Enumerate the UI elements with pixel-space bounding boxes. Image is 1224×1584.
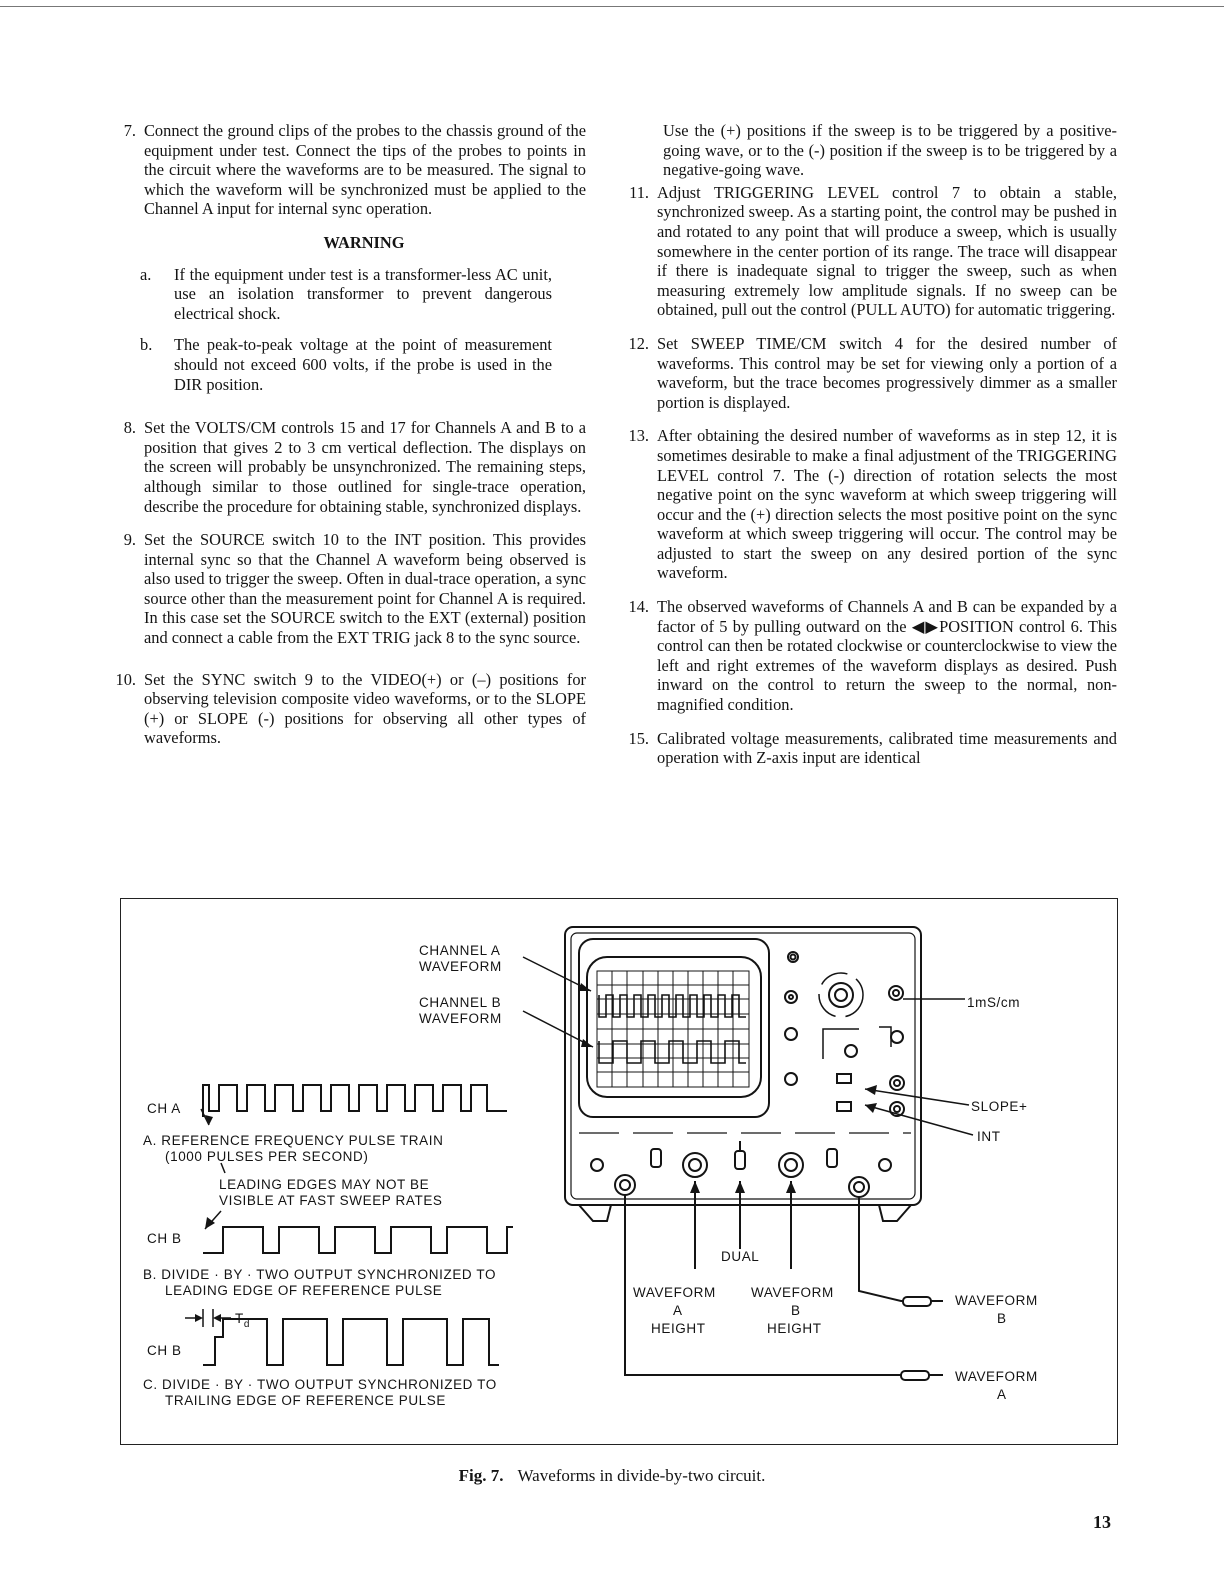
label-td: $T_d$ (235, 1311, 251, 1330)
label-waveform-b-input-1: WAVEFORM (955, 1293, 1038, 1308)
label-ch-b-2: CH B (147, 1343, 182, 1358)
caption-c-line1: C. DIVIDE · BY · TWO OUTPUT SYNCHRONIZED TO (143, 1377, 497, 1392)
waveform-ch-a (203, 1085, 507, 1117)
label-slope: SLOPE+ (971, 1099, 1028, 1114)
graticule (597, 971, 749, 1087)
step-text: Set the SOURCE switch 10 to the INT position. This provides internal sync so that the Channel A waveform being observed is also used to trigger the sweep. Often in dual-trace operation, a sync source other than the measurement point for Channel A is required. In this case set the SOURCE switch to the EXT (external) position and connect a cable from the EXT TRIG jack 8 to the sync source. (144, 530, 586, 648)
step-13 (625, 426, 1117, 583)
caption-a-line1: A. REFERENCE FREQUENCY PULSE TRAIN (143, 1133, 444, 1148)
warning-text: If the equipment under test is a transformer-less AC unit, use an isolation transformer to prevent dangerous electrical shock. (174, 264, 552, 323)
step-number: 9. (123, 530, 136, 550)
step-9 (112, 530, 586, 648)
page-number: 13 (1093, 1512, 1111, 1532)
label-ch-a: CH A (147, 1101, 181, 1116)
step-14 (625, 597, 1117, 715)
caption-b-line1: B. DIVIDE · BY · TWO OUTPUT SYNCHRONIZED TO (143, 1267, 497, 1282)
label-waveform-b-height-3: HEIGHT (767, 1321, 822, 1336)
figure-drawing (121, 899, 1119, 1446)
figure-7 (120, 898, 1118, 1445)
figure-number: Fig. 7. (458, 1466, 504, 1485)
warning-letter: b. (140, 335, 153, 355)
label-waveform-b-height-2: B (791, 1303, 801, 1318)
label-waveform-a-height-1: WAVEFORM (633, 1285, 716, 1300)
step-10 (112, 670, 586, 748)
label-waveform-a-height-3: HEIGHT (651, 1321, 706, 1336)
top-rule (0, 6, 1224, 7)
caption-a-line2: (1000 PULSES PER SECOND) (165, 1149, 369, 1164)
label-waveform-a-input-2: A (997, 1387, 1007, 1402)
step-number: 7. (123, 121, 136, 140)
step-11 (625, 183, 1117, 320)
label-sweep-setting: 1mS/cm (967, 995, 1021, 1010)
label-channel-a-waveform: WAVEFORM (419, 959, 502, 974)
note-line2: VISIBLE AT FAST SWEEP RATES (219, 1193, 443, 1208)
waveform-ch-b-leading (203, 1227, 513, 1253)
step-text: Adjust TRIGGERING LEVEL control 7 to obtain a stable, synchronized sweep. As a starting point, the control may be pushed in and rotated to any point that will produce a sweep, which is usually somewhere in the center portion of its range. The trace will disappear if there is inadequate signal to trigger the sweep, such as when measuring extremely low amplitude signals. If no sweep can be obtained, pull out the control (PULL AUTO) for automatic triggering. (657, 182, 1117, 320)
step-number: 14. (628, 597, 649, 617)
label-channel-b-waveform: WAVEFORM (419, 1011, 502, 1026)
step-number: 8. (123, 418, 136, 438)
step-10-continued: Use the (+) positions if the sweep is to be triggered by a positive-going wave, or to the (-) position if the sweep is to be triggered by a negative-going wave. (663, 121, 1117, 180)
label-dual: DUAL (721, 1249, 760, 1264)
warning-item-a (112, 265, 586, 324)
left-column (112, 121, 586, 762)
step-number: 13. (628, 426, 649, 446)
label-ch-b-1: CH B (147, 1231, 182, 1246)
step-8 (112, 418, 586, 516)
caption-c-line2: TRAILING EDGE OF REFERENCE PULSE (165, 1393, 446, 1408)
label-waveform-a-input-1: WAVEFORM (955, 1369, 1038, 1384)
step-12 (625, 334, 1117, 412)
warning-letter: a. (140, 264, 152, 284)
step-number: 10. (115, 669, 136, 689)
label-waveform-b-height-1: WAVEFORM (751, 1285, 834, 1300)
step-number: 12. (628, 333, 649, 353)
screen-bezel (579, 939, 769, 1117)
label-channel-b: CHANNEL B (419, 995, 502, 1010)
step-text: Set the VOLTS/CM controls 15 and 17 for Channels A and B to a position that gives 2 to 3 cm vertical deflection. The displays on the screen will probably be unsynchronized. The remaining steps, although similar to those outlined for single-trace operation, describe the procedure for obtaining stable, synchronized displays. (144, 418, 586, 516)
step-7 (112, 121, 586, 219)
label-int: INT (977, 1129, 1001, 1144)
figure-caption (0, 1466, 1224, 1486)
warning-text: The peak-to-peak voltage at the point of measurement should not exceed 600 volts, if the probe is used in the DIR position. (174, 335, 552, 394)
step-text: Calibrated voltage measurements, calibrated time measurements and operation with Z-axis input are identical (657, 728, 1117, 768)
warning-heading: WARNING (323, 232, 405, 252)
crt-screen (587, 957, 761, 1097)
step-text: Set SWEEP TIME/CM switch 4 for the desired number of waveforms. This control may be set for viewing only a portion of a waveform, but the trace becomes progressively dimmer as a smaller portion is displayed. (657, 333, 1117, 412)
caption-b-line2: LEADING EDGE OF REFERENCE PULSE (165, 1283, 443, 1298)
step-text: Set the SYNC switch 9 to the VIDEO(+) or (–) positions for observing television composite video waveforms, or to the SLOPE (+) or SLOPE (-) positions for observing all other types of waveforms. (144, 669, 586, 748)
label-channel-a: CHANNEL A (419, 943, 501, 958)
step-number: 11. (629, 182, 649, 202)
step-text: After obtaining the desired number of waveforms as in step 12, it is sometimes desirable to make a final adjustment of the TRIGGERING LEVEL control 7. The (-) direction of rotation selects the most negative point on the sync waveform at which sweep triggering will occur and the (+) direction selects the most positive point on the sync waveform at which sweep triggering will occur. The control may be adjusted to start the sweep on any desired portion of the sync waveform. (657, 426, 1117, 583)
warning-item-b (112, 335, 586, 394)
oscilloscope-body (565, 927, 921, 1205)
step-text: The observed waveforms of Channels A and B can be expanded by a factor of 5 by pulling outward on the ◀▶POSITION control 6. This control can then be rotated clockwise or counterclockwise to view the left and right extremes of the waveform displays as desired. Push inward on the control to return the sweep to the normal, non-magnified condition. (657, 597, 1117, 715)
step-number: 15. (628, 728, 649, 748)
step-15 (625, 729, 1117, 768)
label-waveform-b-input-2: B (997, 1311, 1007, 1326)
figure-caption-text: Waveforms in divide-by-two circuit. (517, 1466, 766, 1485)
step-text: Connect the ground clips of the probes to the chassis ground of the equipment under test. Connect the tips of the probes to points in the circuit where the waveforms are to be measured. The signal to which the waveform will be synchronized must be applied to the Channel A input for internal sync operation. (144, 121, 586, 219)
right-column (625, 121, 1117, 782)
note-line1: LEADING EDGES MAY NOT BE (219, 1177, 430, 1192)
label-waveform-a-height-2: A (673, 1303, 683, 1318)
